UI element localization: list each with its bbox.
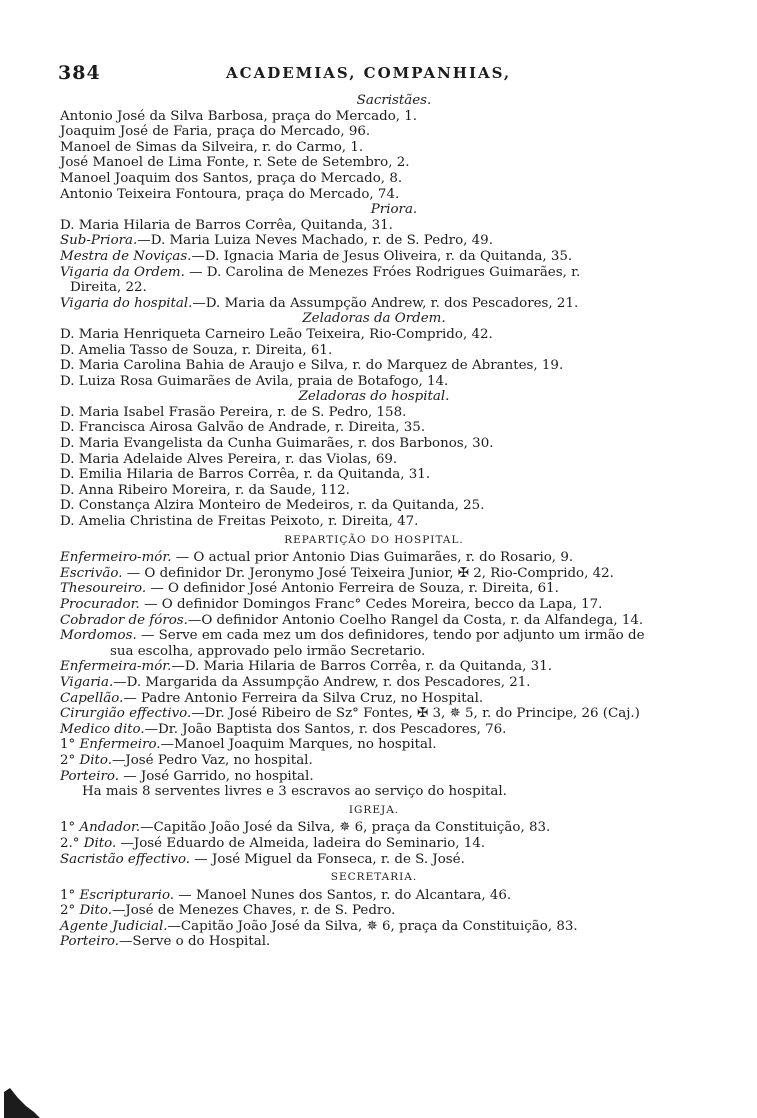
list-item: D. Luiza Rosa Guimarães de Avila, praia de Botafogo, 14.: [60, 373, 449, 389]
role-text: —O definidor Antonio Coelho Rangel da Costa, r. da Alfandega, 14.: [187, 612, 644, 628]
role-text: —D. Margarida da Assumpção Andrew, r. dos Pescadores, 21.: [113, 674, 531, 690]
list-item: D. Maria Carolina Bahia de Araujo e Silva, r. do Marquez de Abrantes, 19.: [60, 358, 564, 374]
ordinal: 1°: [60, 887, 76, 903]
section-heading-sacristaes: Sacristães.: [356, 93, 432, 108]
role-text: — Serve em cada mez um dos definidores, tendo por adjunto um irmão de: [136, 628, 645, 644]
page-header: [58, 62, 718, 84]
list-item: [60, 706, 688, 722]
role-text: —Capitão João José da Silva, ✵ 6, praça da Constituição, 83.: [140, 820, 551, 836]
list-item: [60, 249, 688, 265]
role-label: Enfermeiro.: [79, 737, 161, 753]
list-item: [60, 550, 688, 566]
list-item: Manoel de Simas da Silveira, r. do Carmo, 1.: [60, 139, 364, 155]
role-text: — O definidor Dr. Jeronymo José Teixeira Junior, ✠ 2, Rio-Comprido, 42.: [122, 565, 614, 581]
role-label: Medico dito.: [60, 721, 145, 737]
list-item: [60, 888, 688, 904]
list-item: D. Amelia Christina de Freitas Peixoto, r. Direita, 47.: [60, 514, 419, 530]
list-item: Joaquim José de Faria, praça do Mercado, 96.: [60, 124, 371, 140]
section-heading-zeladoras-ordem: Zeladoras da Ordem.: [302, 311, 446, 327]
section-heading-igreja: IGREJA.: [348, 803, 400, 816]
role-label: Sub-Priora.: [60, 233, 138, 249]
role-text: —José de Menezes Chaves, r. de S. Pedro.: [111, 903, 396, 919]
list-item: D. Anna Ribeiro Moreira, r. da Saude, 112.: [60, 482, 350, 498]
role-label: Porteiro.: [60, 934, 120, 950]
role-text: — Padre Antonio Ferreira da Silva Cruz, no Hospital.: [123, 690, 484, 706]
role-label: Capellão.: [60, 690, 124, 706]
role-text: — José Miguel da Fonseca, r. de S. José.: [190, 851, 465, 867]
role-label: Vigaria da Ordem.: [60, 264, 185, 280]
role-label: Vigaria do hospital.: [60, 295, 193, 311]
role-label: Porteiro.: [60, 768, 120, 784]
role-text: —D. Maria da Assumpção Andrew, r. dos Pescadores, 21.: [192, 295, 579, 311]
list-item: D. Maria Henriqueta Carneiro Leão Teixeira, Rio-Comprido, 42.: [60, 326, 493, 342]
role-text: —D. Maria Luiza Neves Machado, r. de S. Pedro, 49.: [137, 233, 493, 249]
list-item: D. Emilia Hilaria de Barros Corrêa, r. da Quitanda, 31.: [60, 467, 431, 483]
list-item: Manoel Joaquim dos Santos, praça do Mercado, 8.: [60, 170, 403, 186]
list-item: [60, 675, 688, 691]
role-text: —Dr. José Ribeiro de Sz° Fontes, ✠ 3, ✵ 5, r. do Principe, 26 (Caj.): [191, 706, 640, 722]
list-item: Antonio Teixeira Fontoura, praça do Mercado, 74.: [60, 186, 400, 202]
section-heading-secretaria: SECRETARIA.: [330, 871, 418, 884]
list-item: [60, 296, 688, 312]
role-label: Sacristão effectivo.: [60, 851, 191, 867]
list-item: [60, 820, 688, 836]
role-label: Dito.: [79, 903, 112, 919]
role-label: Cobrador de fóros.: [60, 612, 188, 628]
list-item: D. Constança Alzira Monteiro de Medeiros, r. da Quitanda, 25.: [60, 498, 485, 514]
list-item: [60, 233, 688, 249]
role-text: —Manoel Joaquim Marques, no hospital.: [160, 737, 437, 753]
role-label: Dito.: [79, 752, 112, 768]
list-item: [60, 934, 688, 950]
role-label: Thesoureiro.: [60, 581, 147, 597]
role-label: Enfermeiro-mór.: [60, 550, 172, 566]
section-heading-reparticao: REPARTIÇÃO DO HOSPITAL.: [284, 533, 464, 546]
list-item-continuation: Direita, 22.: [70, 280, 147, 296]
ordinal: 2°: [60, 752, 76, 768]
list-item: D. Maria Isabel Frasão Pereira, r. de S. Pedro, 158.: [60, 404, 407, 420]
role-text: —D. Ignacia Maria de Jesus Oliveira, r. da Quitanda, 35.: [191, 248, 573, 264]
list-item: D. Maria Hilaria de Barros Corrêa, Quitanda, 31.: [60, 217, 393, 233]
ordinal: 2°: [60, 903, 76, 919]
list-item: [60, 628, 688, 644]
role-text: —José Pedro Vaz, no hospital.: [111, 752, 313, 768]
running-head: ACADEMIAS, COMPANHIAS,: [226, 64, 512, 82]
section-heading-priora: Priora.: [370, 202, 418, 218]
role-text: — José Garrido, no hospital.: [119, 768, 314, 784]
list-item: D. Maria Adelaide Alves Pereira, r. das Violas, 69.: [60, 451, 398, 467]
role-text: —D. Maria Hilaria de Barros Corrêa, r. da Quitanda, 31.: [171, 659, 552, 675]
list-item: [60, 691, 688, 707]
ordinal: 2.°: [60, 835, 80, 851]
role-label: Dito.: [83, 835, 117, 851]
scan-corner-mark: [4, 1088, 48, 1118]
list-item-note: Ha mais 8 serventes livres e 3 escravos ao serviço do hospital.: [82, 784, 507, 800]
ordinal: 1°: [60, 820, 76, 836]
page-body: [60, 93, 688, 950]
list-item: [60, 903, 688, 919]
role-label: Vigaria.: [60, 674, 114, 690]
role-label: Agente Judicial.: [60, 918, 168, 934]
role-text: —Dr. João Baptista dos Santos, r. dos Pescadores, 76.: [144, 721, 507, 737]
list-item: D. Maria Evangelista da Cunha Guimarães, r. dos Barbonos, 30.: [60, 436, 494, 452]
role-text: — O definidor Domingos Franc° Cedes Moreira, becco da Lapa, 17.: [139, 597, 603, 612]
role-text: — O definidor José Antonio Ferreira de Souza, r. Direita, 61.: [146, 581, 559, 597]
role-label: Procurador.: [60, 597, 140, 612]
list-item: [60, 659, 688, 675]
ordinal: 1°: [60, 737, 76, 753]
role-label: Enfermeira-mór.: [60, 659, 172, 675]
list-item: [60, 613, 688, 629]
list-item: [60, 566, 688, 582]
role-label: Escrivão.: [60, 565, 123, 581]
list-item: [60, 737, 688, 753]
role-text: —José Eduardo de Almeida, ladeira do Seminario, 14.: [116, 835, 486, 851]
role-text: — O actual prior Antonio Dias Guimarães, r. do Rosario, 9.: [171, 550, 574, 566]
list-item: [60, 581, 688, 597]
page-number: 384: [58, 62, 101, 84]
role-label: Andador.: [79, 820, 141, 836]
list-item: [60, 919, 688, 935]
role-text: — D. Carolina de Menezes Fróes Rodrigues Guimarães, r.: [184, 264, 581, 280]
list-item: [60, 852, 688, 868]
role-text: —Serve o do Hospital.: [119, 934, 271, 950]
list-item-continuation: sua escolha, approvado pelo irmão Secretario.: [110, 643, 426, 659]
list-item: [60, 597, 688, 613]
list-item: José Manoel de Lima Fonte, r. Sete de Setembro, 2.: [60, 155, 410, 171]
list-item: [60, 753, 688, 769]
list-item: [60, 265, 688, 281]
list-item: Antonio José da Silva Barbosa, praça do Mercado, 1.: [60, 108, 418, 124]
list-item: [60, 722, 688, 738]
section-heading-zeladoras-hospital: Zeladoras do hospital.: [298, 389, 450, 405]
role-label: Mordomos.: [60, 628, 137, 644]
list-item: [60, 769, 688, 785]
list-item: [60, 836, 688, 852]
role-text: —Capitão João José da Silva, ✵ 6, praça da Constituição, 83.: [167, 918, 578, 934]
role-label: Cirurgião effectivo.: [60, 706, 192, 722]
list-item: D. Amelia Tasso de Souza, r. Direita, 61.: [60, 342, 333, 358]
list-item: D. Francisca Airosa Galvão de Andrade, r. Direita, 35.: [60, 420, 426, 436]
role-text: — Manoel Nunes dos Santos, r. do Alcantara, 46.: [174, 887, 512, 903]
role-label: Escripturario.: [79, 887, 175, 903]
role-label: Mestra de Noviças.: [60, 248, 192, 264]
